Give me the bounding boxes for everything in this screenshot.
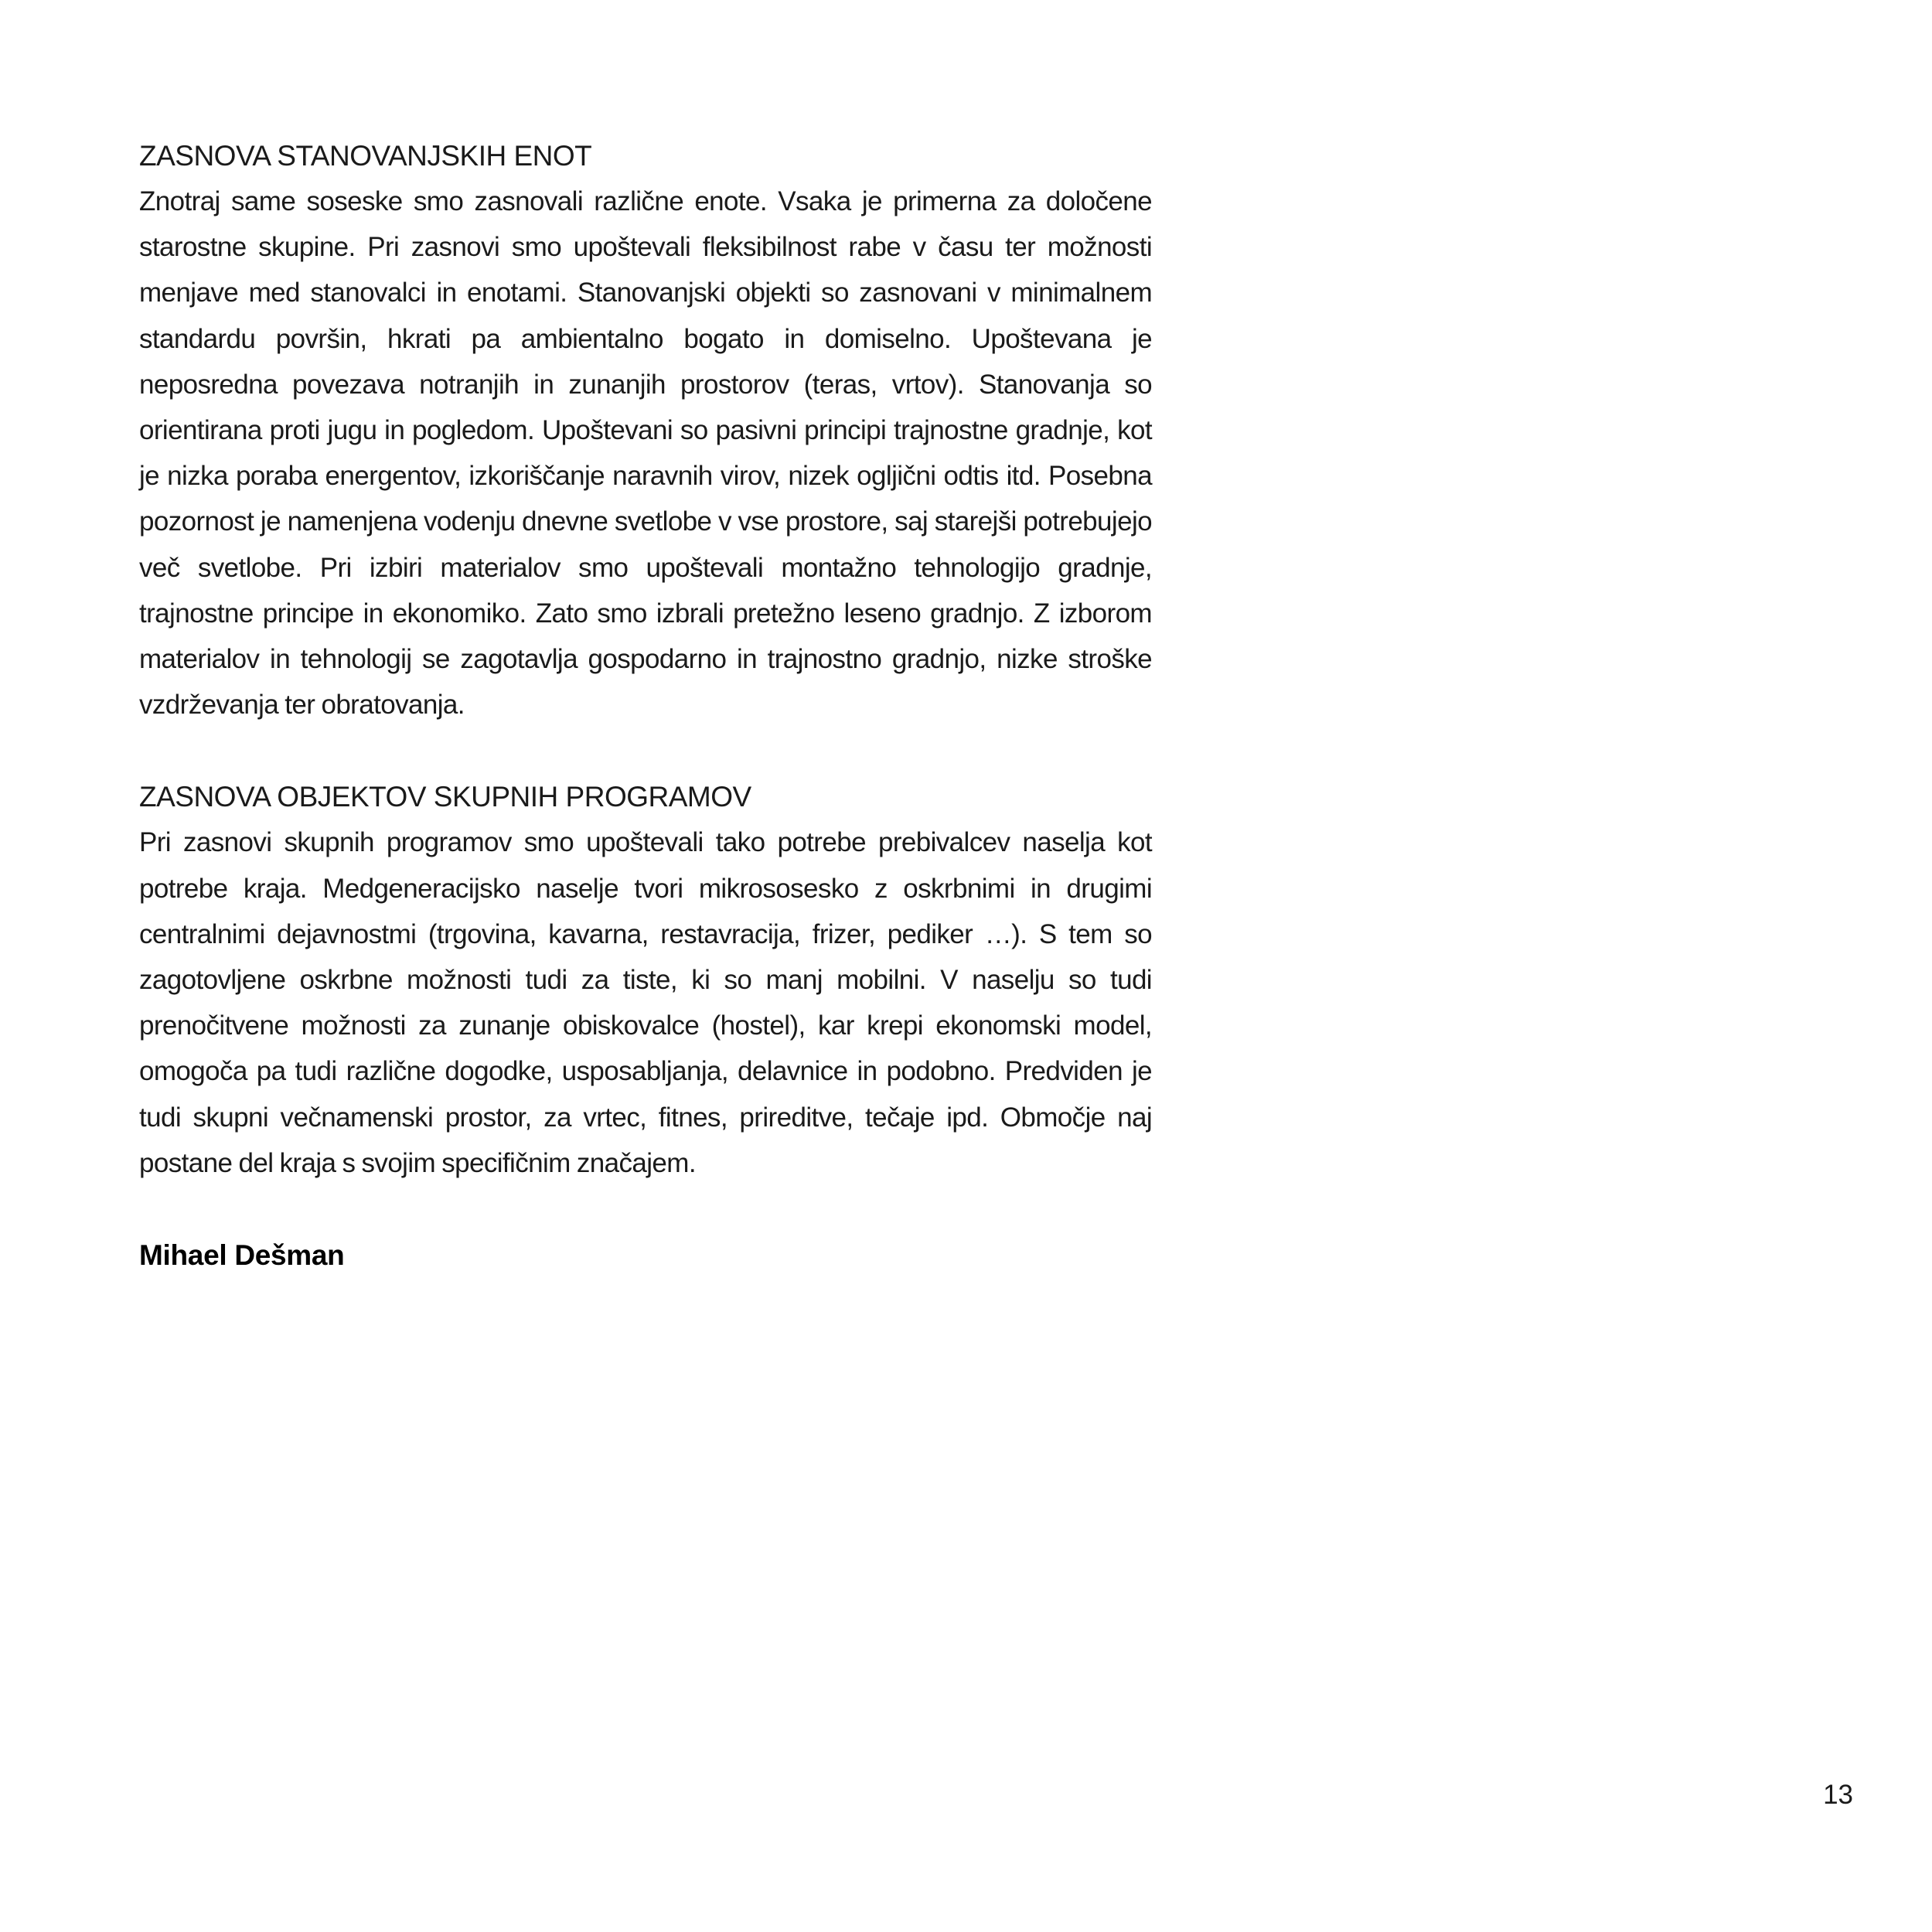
section-housing-units (139, 133, 1152, 727)
section-heading: ZASNOVA OBJEKTOV SKUPNIH PROGRAMOV (139, 781, 751, 813)
author-name: Mihael Dešman (139, 1239, 345, 1272)
main-content (139, 133, 1152, 1278)
section-paragraph: Pri zasnovi skupnih programov smo upoštevali tako potrebe prebivalcev naselja kot potrebe kraja. Medgeneracijsko naselje tvori mikrososesko z oskrbnimi in drugimi centralnimi dejavnostmi (trgovina, kavarna, restavracija, frizer, pediker …). S tem so zagotovljene oskrbne možnosti tudi za tiste, ki so manj mobilni. V naselju so tudi prenočitvene možnosti za zunanje obiskovalce (hostel), kar krepi ekonomski model, omogoča pa tudi različne dogodke, usposabljanja, delavnice in podobno. Predviden je tudi skupni večnamenski prostor, za vrtec, fitnes, prireditve, tečaje ipd. Območje naj postane del kraja s svojim specifičnim značajem. (139, 827, 1152, 1178)
section-paragraph: Znotraj same soseske smo zasnovali različne enote. Vsaka je primerna za določene starostne skupine. Pri zasnovi smo upoštevali fleksibilnost rabe v času ter možnosti menjave med stanovalci in enotami. Stanovanjski objekti so zasnovani v minimalnem standardu površin, hkrati pa ambientalno bogato in domiselno. Upoštevana je neposredna povezava notranjih in zunanjih prostorov (teras, vrtov). Stanovanja so orientirana proti jugu in pogledom. Upoštevani so pasivni principi trajnostne gradnje, kot je nizka poraba energentov, izkoriščanje naravnih virov, nizek ogljični odtis itd. Posebna pozornost je namenjena vodenju dnevne svetlobe v vse prostore, saj starejši potrebujejo več svetlobe. Pri izbiri materialov smo upoštevali montažno tehnologijo gradnje, trajnostne principe in ekonomiko. Zato smo izbrali pretežno leseno gradnjo. Z izborom materialov in tehnologij se zagotavlja gospodarno in trajnostno gradnjo, nizke stroške vzdrževanja ter obratovanja. (139, 186, 1152, 721)
page-number: 13 (1823, 1780, 1853, 1810)
section-shared-programs (139, 774, 1152, 1186)
section-heading: ZASNOVA STANOVANJSKIH ENOT (139, 140, 592, 172)
